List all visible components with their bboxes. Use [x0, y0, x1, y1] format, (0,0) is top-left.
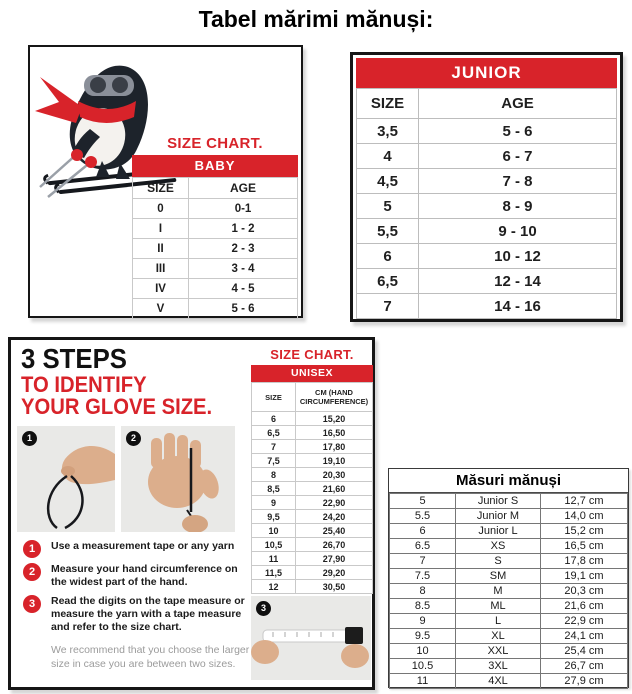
size-chart-heading: SIZE CHART.	[270, 347, 354, 362]
masuri-manusi-box	[388, 468, 629, 688]
table-cell: 27,90	[296, 552, 373, 566]
table-row	[252, 524, 373, 538]
table-cell: 20,3 cm	[541, 584, 628, 599]
table-cell: XS	[456, 539, 541, 554]
table-cell: 22,9 cm	[541, 614, 628, 629]
table-cell: 16,5 cm	[541, 539, 628, 554]
step-text-1: Use a measurement tape or any yarn	[51, 540, 235, 552]
table-cell: 9,5	[252, 510, 296, 524]
steps-heading-line2: TO IDENTIFY	[21, 372, 147, 397]
table-cell: 19,1 cm	[541, 569, 628, 584]
table-cell: 10,5	[252, 538, 296, 552]
table-row	[390, 539, 628, 554]
table-cell: 6 - 7	[419, 144, 617, 169]
column-header-size: SIZE	[252, 383, 296, 412]
table-cell: 0-1	[189, 199, 298, 219]
table-cell: 15,2 cm	[541, 524, 628, 539]
table-cell: 11,5	[252, 566, 296, 580]
table-cell: 24,1 cm	[541, 629, 628, 644]
table-row	[357, 194, 617, 219]
table-cell: 5 - 6	[189, 299, 298, 319]
table-cell: 21,60	[296, 482, 373, 496]
table-row	[357, 169, 617, 194]
table-cell: 7,5	[252, 454, 296, 468]
table-cell: 19,10	[296, 454, 373, 468]
table-cell: V	[133, 299, 189, 319]
table-row	[133, 219, 298, 239]
step1-photo	[17, 426, 115, 532]
table-cell: 8.5	[390, 599, 456, 614]
table-cell: 7.5	[390, 569, 456, 584]
table-cell: 29,20	[296, 566, 373, 580]
table-cell: IV	[133, 279, 189, 299]
table-cell: 6.5	[390, 539, 456, 554]
photo-badge-2: 2	[126, 431, 141, 446]
table-row	[390, 644, 628, 659]
column-header-age: AGE	[419, 89, 617, 119]
table-cell: L	[456, 614, 541, 629]
table-cell: 9.5	[390, 629, 456, 644]
table-cell: 7	[390, 554, 456, 569]
table-cell: 14,0 cm	[541, 509, 628, 524]
three-steps-box	[8, 337, 375, 690]
masuri-table	[389, 493, 628, 689]
table-cell: Junior S	[456, 494, 541, 509]
table-cell: 22,90	[296, 496, 373, 510]
table-cell: 5	[357, 194, 419, 219]
table-cell: 7	[357, 294, 419, 319]
table-cell: 30,50	[296, 580, 373, 594]
table-cell: Junior M	[456, 509, 541, 524]
table-cell: 6	[252, 412, 296, 426]
table-cell: 5,5	[357, 219, 419, 244]
steps-heading-line3: YOUR GLOVE SIZE.	[21, 394, 213, 419]
table-cell: S	[456, 554, 541, 569]
table-cell: 6	[390, 524, 456, 539]
table-row	[390, 509, 628, 524]
table-row	[252, 552, 373, 566]
table-cell: 10	[252, 524, 296, 538]
table-cell: 17,8 cm	[541, 554, 628, 569]
table-row	[390, 659, 628, 674]
step3-photo	[251, 596, 371, 680]
table-cell: Junior L	[456, 524, 541, 539]
baby-size-chart-box	[28, 45, 303, 318]
step-badge-1: 1	[23, 540, 41, 558]
column-header-cm: CM (HAND CIRCUMFERENCE)	[296, 383, 373, 412]
table-row	[390, 554, 628, 569]
step-item-1	[23, 540, 251, 553]
step-text-2: Measure your hand circumference on the widest part of the hand.	[51, 563, 238, 588]
table-cell: 3 - 4	[189, 259, 298, 279]
table-cell: 25,4 cm	[541, 644, 628, 659]
table-row	[133, 299, 298, 319]
table-row	[133, 259, 298, 279]
table-row	[357, 244, 617, 269]
table-cell: 21,6 cm	[541, 599, 628, 614]
baby-table	[132, 177, 298, 319]
table-cell: 25,40	[296, 524, 373, 538]
table-cell: 26,70	[296, 538, 373, 552]
table-cell: II	[133, 239, 189, 259]
table-row	[390, 569, 628, 584]
table-cell: 8	[252, 468, 296, 482]
table-cell: I	[133, 219, 189, 239]
table-row	[252, 426, 373, 440]
table-cell: 17,80	[296, 440, 373, 454]
baby-table-column-row	[133, 178, 298, 199]
table-row	[390, 614, 628, 629]
table-row	[357, 144, 617, 169]
table-row	[357, 269, 617, 294]
unisex-table	[251, 382, 373, 594]
table-row	[357, 294, 617, 319]
table-row	[252, 538, 373, 552]
recommendation-note: We recommend that you choose the larger size in case you are between two sizes.	[51, 644, 250, 670]
table-cell: 10 - 12	[419, 244, 617, 269]
table-cell: M	[456, 584, 541, 599]
table-row	[252, 454, 373, 468]
table-cell: 24,20	[296, 510, 373, 524]
table-row	[252, 468, 373, 482]
table-row	[252, 580, 373, 594]
step-badge-2: 2	[23, 563, 41, 581]
table-cell: 2 - 3	[189, 239, 298, 259]
table-row	[252, 566, 373, 580]
table-cell: 4 - 5	[189, 279, 298, 299]
table-cell: 5 - 6	[419, 119, 617, 144]
table-cell: 9 - 10	[419, 219, 617, 244]
step-badge-3: 3	[23, 595, 41, 613]
table-cell: SM	[456, 569, 541, 584]
table-cell: 8	[390, 584, 456, 599]
step2-photo	[121, 426, 235, 532]
table-cell: 9	[252, 496, 296, 510]
table-cell: 10	[390, 644, 456, 659]
table-cell: 5.5	[390, 509, 456, 524]
table-row	[133, 279, 298, 299]
table-cell: 5	[390, 494, 456, 509]
table-row	[390, 599, 628, 614]
table-row	[390, 524, 628, 539]
table-cell: 7	[252, 440, 296, 454]
table-cell: 12,7 cm	[541, 494, 628, 509]
photo-badge-1: 1	[22, 431, 37, 446]
step-item-2	[23, 563, 251, 589]
table-cell: 6,5	[252, 426, 296, 440]
column-header-size: SIZE	[133, 178, 189, 199]
table-row	[390, 629, 628, 644]
table-cell: III	[133, 259, 189, 279]
table-row	[357, 119, 617, 144]
steps-heading-line1: 3 STEPS	[21, 343, 127, 374]
table-cell: 7 - 8	[419, 169, 617, 194]
unisex-table-header: UNISEX	[251, 365, 373, 382]
table-cell: 12	[252, 580, 296, 594]
table-row	[357, 219, 617, 244]
table-cell: 12 - 14	[419, 269, 617, 294]
column-header-size: SIZE	[357, 89, 419, 119]
table-row	[252, 510, 373, 524]
table-row	[252, 496, 373, 510]
table-cell: 4XL	[456, 674, 541, 689]
table-row	[252, 412, 373, 426]
table-row	[390, 674, 628, 689]
baby-table-header: BABY	[132, 155, 298, 177]
table-cell: 3XL	[456, 659, 541, 674]
table-cell: ML	[456, 599, 541, 614]
size-chart-heading: SIZE CHART.	[167, 135, 263, 152]
table-cell: XXL	[456, 644, 541, 659]
photo-badge-3: 3	[256, 601, 271, 616]
table-row	[390, 584, 628, 599]
table-row	[133, 239, 298, 259]
table-cell: 10.5	[390, 659, 456, 674]
table-cell: 15,20	[296, 412, 373, 426]
table-cell: 27,9 cm	[541, 674, 628, 689]
table-cell: XL	[456, 629, 541, 644]
step-text-3: Read the digits on the tape measure or measure the yarn with a tape measure and refer to the size chart.	[51, 595, 245, 633]
table-cell: 11	[390, 674, 456, 689]
column-header-age: AGE	[189, 178, 298, 199]
unisex-table-column-row	[252, 383, 373, 412]
table-cell: 6,5	[357, 269, 419, 294]
junior-table-column-row	[357, 89, 617, 119]
page-title: Tabel mărimi mănuși:	[198, 6, 434, 32]
junior-table	[356, 88, 617, 319]
table-cell: 1 - 2	[189, 219, 298, 239]
masuri-table-title: Măsuri mănuși	[389, 469, 628, 493]
table-cell: 0	[133, 199, 189, 219]
table-row	[252, 440, 373, 454]
table-cell: 9	[390, 614, 456, 629]
table-cell: 4	[357, 144, 419, 169]
junior-table-header: JUNIOR	[356, 58, 617, 88]
junior-size-chart-box	[350, 52, 623, 322]
step-item-3	[23, 595, 251, 634]
table-cell: 4,5	[357, 169, 419, 194]
table-cell: 16,50	[296, 426, 373, 440]
table-cell: 20,30	[296, 468, 373, 482]
table-row	[133, 199, 298, 219]
table-cell: 6	[357, 244, 419, 269]
table-cell: 8,5	[252, 482, 296, 496]
table-row	[390, 494, 628, 509]
table-cell: 26,7 cm	[541, 659, 628, 674]
table-row	[252, 482, 373, 496]
table-cell: 14 - 16	[419, 294, 617, 319]
table-cell: 11	[252, 552, 296, 566]
table-cell: 8 - 9	[419, 194, 617, 219]
table-cell: 3,5	[357, 119, 419, 144]
